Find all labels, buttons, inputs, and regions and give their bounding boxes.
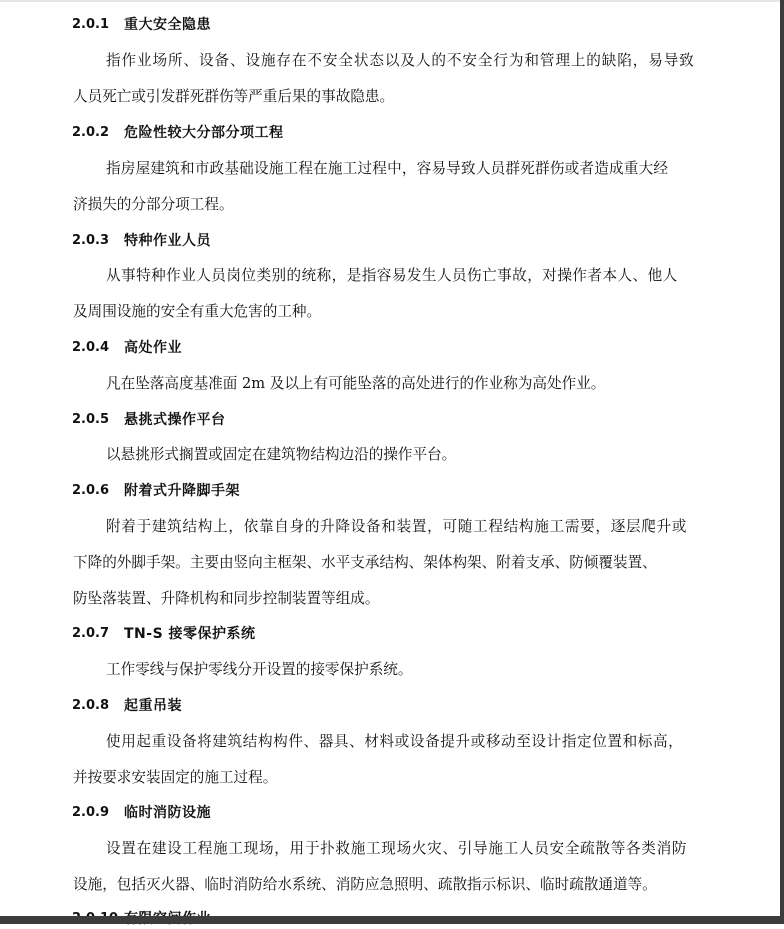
section-title: 危险性较大分部分项工程 bbox=[124, 125, 284, 141]
section-number: 2.0.2 bbox=[72, 124, 110, 140]
section-heading-2-0-1 bbox=[72, 13, 211, 35]
right-edge-bar bbox=[780, 0, 784, 924]
section-number: 2.0.1 bbox=[72, 16, 110, 32]
paragraph-line: 工作零线与保护零线分开设置的接零保护系统。 bbox=[106, 661, 413, 678]
paragraph-line: 使用起重设备将建筑结构构件、器具、材料或设备提升或移动至设计指定位置和标高， bbox=[106, 733, 684, 750]
paragraph-line: 设施，包括灭火器、临时消防给水系统、消防应急照明、疏散指示标识、临时疏散通道等。 bbox=[73, 876, 657, 893]
paragraph-line: 以悬挑形式搁置或固定在建筑物结构边沿的操作平台。 bbox=[106, 446, 457, 463]
section-title: TN-S 接零保护系统 bbox=[124, 626, 256, 642]
paragraph-line: 并按要求安装固定的施工过程。 bbox=[73, 769, 278, 786]
section-title: 高处作业 bbox=[124, 340, 182, 356]
section-title: 附着式升降脚手架 bbox=[124, 483, 240, 499]
section-heading-2-0-2 bbox=[72, 121, 284, 143]
section-title: 悬挑式操作平台 bbox=[124, 412, 226, 428]
section-heading-2-0-9 bbox=[72, 801, 211, 823]
section-number: 2.0.5 bbox=[72, 411, 110, 427]
section-heading-2-0-3 bbox=[72, 229, 211, 251]
section-number: 2.0.9 bbox=[72, 804, 110, 820]
paragraph-line: 人员死亡或引发群死群伤等严重后果的事故隐患。 bbox=[73, 88, 395, 105]
section-heading-2-0-8 bbox=[72, 694, 182, 716]
paragraph-line: 指作业场所、设备、设施存在不安全状态以及人的不安全行为和管理上的缺陷，易导致 bbox=[106, 52, 695, 69]
section-title: 起重吊装 bbox=[124, 698, 182, 714]
paragraph-line: 济损失的分部分项工程。 bbox=[73, 196, 234, 213]
section-heading-2-0-5 bbox=[72, 408, 226, 430]
section-number: 2.0.7 bbox=[72, 625, 110, 641]
bottom-edge-bar bbox=[0, 916, 780, 924]
section-number: 2.0.4 bbox=[72, 339, 110, 355]
paragraph-line: 凡在坠落高度基准面 2m 及以上有可能坠落的高处进行的作业称为高处作业。 bbox=[106, 375, 606, 392]
section-number: 2.0.6 bbox=[72, 482, 110, 498]
section-heading-2-0-6 bbox=[72, 479, 240, 501]
section-title: 临时消防设施 bbox=[124, 805, 211, 821]
section-number: 2.0.3 bbox=[72, 232, 110, 248]
paragraph-line: 附着于建筑结构上，依靠自身的升降设备和装置，可随工程结构施工需要，逐层爬升或 bbox=[106, 518, 688, 535]
section-number: 2.0.8 bbox=[72, 697, 110, 713]
paragraph-line: 从事特种作业人员岗位类别的统称，是指容易发生人员伤亡事故，对操作者本人、他人 bbox=[106, 267, 678, 284]
section-heading-2-0-7 bbox=[72, 622, 256, 644]
paragraph-line: 及周围设施的安全有重大危害的工种。 bbox=[73, 303, 322, 320]
section-heading-2-0-4 bbox=[72, 336, 182, 358]
paragraph-line: 指房屋建筑和市政基础设施工程在施工过程中，容易导致人员群死群伤或者造成重大经 bbox=[106, 160, 669, 177]
section-title: 重大安全隐患 bbox=[124, 17, 211, 33]
section-title: 特种作业人员 bbox=[124, 233, 211, 249]
paragraph-line: 设置在建设工程施工现场，用于扑救施工现场火灾、引导施工人员安全疏散等各类消防 bbox=[106, 840, 688, 857]
paragraph-line: 防坠落装置、升降机构和同步控制装置等组成。 bbox=[73, 590, 380, 607]
paragraph-line: 下降的外脚手架。主要由竖向主框架、水平支承结构、架体构架、附着支承、防倾覆装置、 bbox=[73, 554, 657, 571]
